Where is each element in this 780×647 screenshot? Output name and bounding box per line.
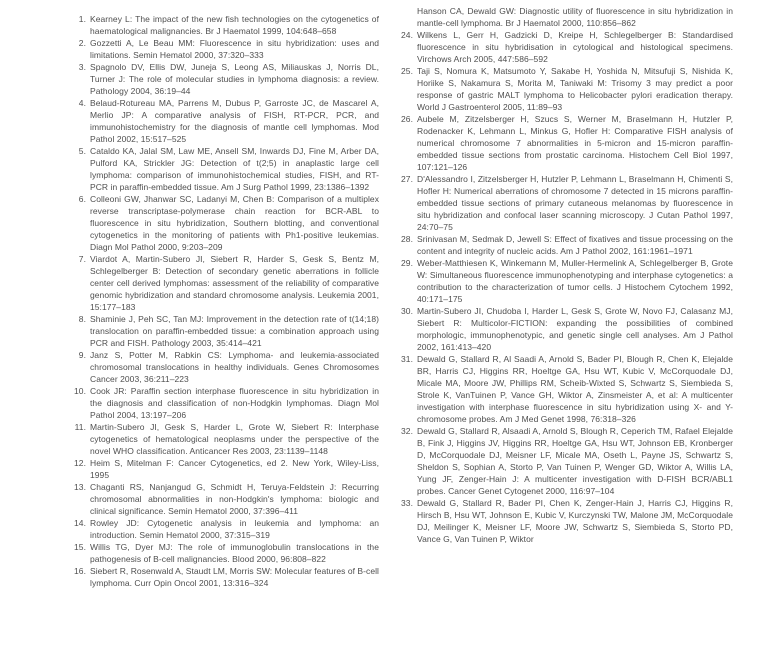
reference-item [78,37,379,61]
reference-item [78,253,379,313]
reference-text: Dewald G, Stallard R, Bader PI, Chen K, Zenger-Hain J, Harris CJ, Higgins R, Hirsch B, Hsu WT, Johnson E, Kubic V, Kurczynski TW, Malone JM, McCorquodale DJ, Meilinger K, Meisner LF, Moore JW, Schwartz S, Siembieda S, Storto PD, Vance G, Van Tuinen P, Wiktor [417,498,733,544]
reference-item [74,517,379,541]
reference-item [78,61,379,97]
reference-text: Cook JR: Paraffin section interphase fluorescence in situ hybridization in the diagnosis and classification of non-Hodgkin lymphomas. Diagn Mol Pathol 2004, 13:197–206 [90,386,379,420]
reference-text: Shaminie J, Peh SC, Tan MJ: Improvement in the detection rate of t(14;18) translocation on paraffin-embedded tissue: a combination approach using PCR and FISH. Pathology 2003, 35:414–421 [90,314,379,348]
reference-number: 27. [401,174,413,184]
reference-text: Belaud-Rotureau MA, Parrens M, Dubus P, Garroste JC, de Mascarel A, Merlio JP: A comparative analysis of FISH, RT-PCR, PCR, and immunohistochemistry for the diagnosis of mantle cell lymphomas. Mod Pathol 2002, 15:517–525 [90,98,379,144]
reference-item [401,113,733,173]
reference-text: Heim S, Mitelman F: Cancer Cytogenetics, ed 2. New York, Wiley-Liss, 1995 [90,458,379,480]
reference-number: 12. [74,458,86,468]
reference-list-left [74,13,379,589]
reference-number: 6. [78,194,86,204]
reference-item [401,257,733,305]
reference-item [78,97,379,145]
reference-number: 31. [401,354,413,364]
reference-number: 3. [78,62,86,72]
reference-text: Colleoni GW, Jhanwar SC, Ladanyi M, Chen B: Comparison of a multiplex reverse transcriptase-polymerase chain reaction for BCR-ABL to fluorescence in situ hybridization, Southern blotting, and conventional cytogenetics in the monitoring of patients with Ph1-positive leukemias. Diagn Mol Pathol 2000, 9:203–209 [90,194,379,252]
reference-number: 9. [78,350,86,360]
reference-item [74,565,379,589]
reference-number: 16. [74,566,86,576]
reference-item [74,481,379,517]
reference-item [78,145,379,193]
reference-item [401,29,733,65]
reference-number: 29. [401,258,413,268]
reference-text: Janz S, Potter M, Rabkin CS: Lymphoma- and leukemia-associated chromosomal translocations in healthy individuals. Genes Chromosomes Cancer 2003, 36:211–223 [90,350,379,384]
reference-text: Rowley JD: Cytogenetic analysis in leukemia and lymphoma: an introduction. Semin Hematol 2000, 37:315–319 [90,518,379,540]
reference-item [74,385,379,421]
reference-item [78,193,379,253]
reference-text: Kearney L: The impact of the new fish technologies on the cytogenetics of haematological malignancies. Br J Haematol 1999, 104:648–658 [90,14,379,36]
reference-text: Viardot A, Martin-Subero JI, Siebert R, Harder S, Gesk S, Bentz M, Schlegelberger B: Detection of secondary genetic aberrations in follicle center cell derived lymphomas: assessment of the reliability of comparative genomic hybridization and standard chromosome analysis. Leukemia 2001, 15:177–183 [90,254,379,312]
reference-number: 26. [401,114,413,124]
reference-number: 24. [401,30,413,40]
reference-number: 4. [78,98,86,108]
reference-number: 28. [401,234,413,244]
reference-item [78,313,379,349]
reference-text: Martin-Subero JI, Gesk S, Harder L, Grote W, Siebert R: Interphase cytogenetics of hematological neoplasms under the perspective of the novel WHO classification. Anticancer Res 2003, 23:1139–1148 [90,422,379,456]
reference-number: 1. [78,14,86,24]
reference-number: 10. [74,386,86,396]
reference-item [401,173,733,233]
reference-text: Dewald G, Stallard R, Al Saadi A, Arnold S, Bader PI, Blough R, Chen K, Elejalde BR, Harris CJ, Higgins RR, Hoeltge GA, Hsu WT, Kubic V, McCorquodale DJ, Micale MA, Moore JW, Phillips RM, Scheib-Wixted S, Schwartz S, Siembieda S, Strole K, VanTuinen P, Vance GH, Wiktor A, Zinsmeister A, et al: A multicenter investigation with interphase fluorescence in situ hybridization using X- and Y-chromosome probes. Am J Med Genet 1998, 76:318–326 [417,354,733,424]
reference-number: 7. [78,254,86,264]
reference-number: 33. [401,498,413,508]
reference-continuation [417,5,733,29]
reference-number: 8. [78,314,86,324]
reference-number: 14. [74,518,86,528]
reference-number: 32. [401,426,413,436]
reference-text: Chaganti RS, Nanjangud G, Schmidt H, Teruya-Feldstein J: Recurring chromosomal abnormalities in non-Hodgkin's lymphoma: biologic and clinical significance. Semin Hematol 2000, 37:396–411 [90,482,379,516]
reference-number: 30. [401,306,413,316]
reference-text: Hanson CA, Dewald GW: Diagnostic utility of fluorescence in situ hybridization in mantle-cell lymphoma. Br J Haematol 2000, 110:856–862 [417,6,733,28]
reference-item [74,421,379,457]
reference-text: Srinivasan M, Sedmak D, Jewell S: Effect of fixatives and tissue processing on the content and integrity of nucleic acids. Am J Pathol 2002, 161:1961–1971 [417,234,733,256]
reference-text: D'Alessandro I, Zitzelsberger H, Hutzler P, Lehmann L, Braselmann H, Chimenti S, Hofler H: Numerical aberrations of chromosome 7 detected in 15 microns paraffin-embedded tissue sections of primary cutaneous melanomas by fluorescence in situ hybridization and confocal laser scanning microscopy. J Cutan Pathol 1997, 24:70–75 [417,174,733,232]
reference-item [401,497,733,545]
reference-text: Willis TG, Dyer MJ: The role of immunoglobulin translocations in the pathogenesis of B-cell malignancies. Blood 2000, 96:808–822 [90,542,379,564]
reference-item [78,13,379,37]
reference-number: 5. [78,146,86,156]
reference-text: Cataldo KA, Jalal SM, Law ME, Ansell SM, Inwards DJ, Fine M, Arber DA, Pulford KA, Strickler JG: Detection of t(2;5) in anaplastic large cell lymphoma: comparison of immunohistochemical studies, FISH, and RT-PCR in paraffin-embedded tissue. Am J Surg Pathol 1999, 23:1386–1392 [90,146,379,192]
reference-text: Martin-Subero JI, Chudoba I, Harder L, Gesk S, Grote W, Novo FJ, Calasanz MJ, Siebert R: Multicolor-FICTION: expanding the possibilities of combined morphologic, immunophenotypic, and genetic single cell analyses. Am J Pathol 2002, 161:413–420 [417,306,733,352]
reference-text: Aubele M, Zitzelsberger H, Szucs S, Werner M, Braselmann H, Hutzler P, Rodenacker K, Lehmann L, Minkus G, Hofler H: Comparative FISH analysis of numerical chromosome 7 abnormalities in 5-micron and 15-micron paraffin-embedded tissue sections from prostatic carcinoma. Histochem Cell Biol 1997, 107:121–126 [417,114,733,172]
reference-number: 25. [401,66,413,76]
references-right-column [401,5,733,545]
reference-text: Wilkens L, Gerr H, Gadzicki D, Kreipe H, Schlegelberger B: Standardised fluorescence in situ hybridisation in cytological and histological specimens. Virchows Arch 2005, 447:586–592 [417,30,733,64]
reference-text: Siebert R, Rosenwald A, Staudt LM, Morris SW: Molecular features of B-cell lymphoma. Curr Opin Oncol 2001, 13:316–324 [90,566,379,588]
reference-list-right [401,5,733,545]
reference-item [401,353,733,425]
reference-number: 11. [74,422,86,432]
reference-text: Spagnolo DV, Ellis DW, Juneja S, Leong AS, Miliauskas J, Norris DL, Turner J: The role of molecular studies in lymphoma diagnosis: a review. Pathology 2004, 36:19–44 [90,62,379,96]
reference-number: 13. [74,482,86,492]
reference-text: Taji S, Nomura K, Matsumoto Y, Sakabe H, Yoshida N, Mitsufuji S, Nishida K, Horiike S, Nakamura S, Morita M, Taniwaki M: Trisomy 3 may predict a poor response of gastric MALT lymphoma to Helicobacter pylori eradication therapy. World J Gastroenterol 2005, 11:89–93 [417,66,733,112]
reference-item [78,349,379,385]
reference-text: Weber-Matthiesen K, Winkemann M, Muller-Hermelink A, Schlegelberger B, Grote W: Simultaneous fluorescence immunophenotyping and interphase cytogenetics: a contribution to the characterization of tumor cells. J Histochem Cytochem 1992, 40:171–175 [417,258,733,304]
reference-text: Dewald G, Stallard R, Alsaadi A, Arnold S, Blough R, Ceperich TM, Rafael Elejalde B, Fink J, Higgins JV, Higgins RR, Hoeltge GA, Hsu WT, Johnson EB, Kronberger D, McCorquodale DJ, Meisner LF, Micale MA, Oseth L, Payne JS, Schwartz S, Sheldon S, Sophian A, Storto P, Van Tuinen P, Wenger GD, Wiktor A, Willis LA, Yung JF, Zenger-Hain J: A multicenter investigation with D-FISH BCR/ABL1 probes. Cancer Genet Cytogenet 2000, 116:97–104 [417,426,733,496]
reference-item [74,541,379,565]
reference-number: 2. [78,38,86,48]
reference-number: 15. [74,542,86,552]
reference-text: Gozzetti A, Le Beau MM: Fluorescence in situ hybridization: uses and limitations. Semin Hematol 2000, 37:320–333 [90,38,379,60]
reference-item [74,457,379,481]
reference-item [401,233,733,257]
references-left-column [74,13,379,589]
reference-item [401,305,733,353]
reference-item [401,65,733,113]
reference-item [401,425,733,497]
